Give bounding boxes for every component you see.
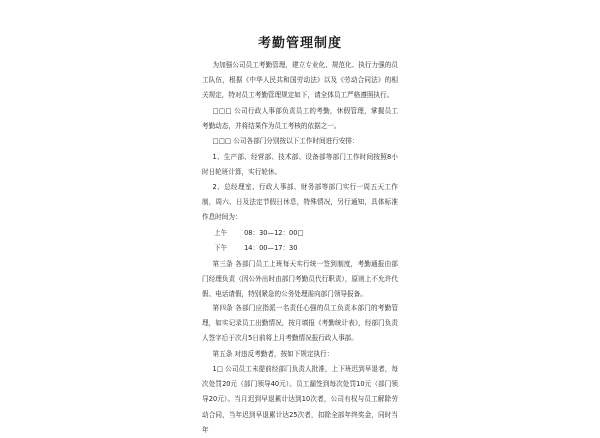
- paragraph-article-2: □□□ 公司各部门分别按以下工作时间进行安排：: [212, 137, 359, 145]
- paragraph-work-hours-1: 1、生产部、经营部、技术部、设备部等部门工作时间按照8小时日轮班计算，实行轮休。: [202, 153, 398, 177]
- paragraph-article-5: 第五条 对违反考勤者，按如下规定执行：: [212, 350, 334, 358]
- paragraph-article-4: 第四条 各部门应指派一名责任心强的员工负责本部门的考勤管理，如实记录员工出勤情况，按月填报《考勤统计表》，经部门负责人签字后于次月5日前将上月考勤情况报行政人事部。: [202, 304, 398, 343]
- schedule-time: 08：30—12：00□: [244, 229, 304, 237]
- schedule-afternoon: [214, 241, 297, 256]
- schedule-time: 14：00—17：30: [244, 244, 298, 252]
- schedule-morning: [214, 226, 304, 241]
- schedule-label: 下午: [214, 244, 228, 252]
- schedule-label: 上午: [214, 229, 228, 237]
- paragraph-article-1: □□□ 公司行政人事部负责员工的考勤，休假管理，掌握员工考勤动态，并将结果作为员工考核的依据之一。: [202, 107, 398, 131]
- paragraph-purpose: 为加强公司员工考勤管理，建立专业化、规范化、执行力强的员工队伍，根据《中华人民共和国劳动法》以及《劳动合同法》的相关规定，特对员工考勤管理规定如下，请全体员工严格遵照执行。: [202, 61, 398, 100]
- paragraph-work-hours-2: 2、总经理室、行政人事部、财务部等部门实行一周五天工作制，周六、日及法定节假日休息，特殊情况，另行通知，具体标准作息时间为：: [202, 183, 398, 222]
- document-title: 考勤管理制度: [257, 36, 342, 51]
- paragraph-penalty-1: 1□ 公司员工未提前经部门负责人批准，上下班迟到早退者，每次处罚20元（部门领导40元）。员工漏签到每次处罚10元（部门领导20元）。当月迟到早退累计达到10次者，公司有权与员工解除劳动合同，当年迟到早退累计达25次者，扣除全部年终奖金，同时当年: [202, 365, 398, 434]
- paragraph-article-3: 第三条 各部门员工上班每天实行统一签到制度，考勤通报由部门经理负责（因公外出时由部门考勤员代行职责），原则上不允许代假、电话请假，特别紧急的公务处理需向部门领导报备。: [202, 260, 398, 299]
